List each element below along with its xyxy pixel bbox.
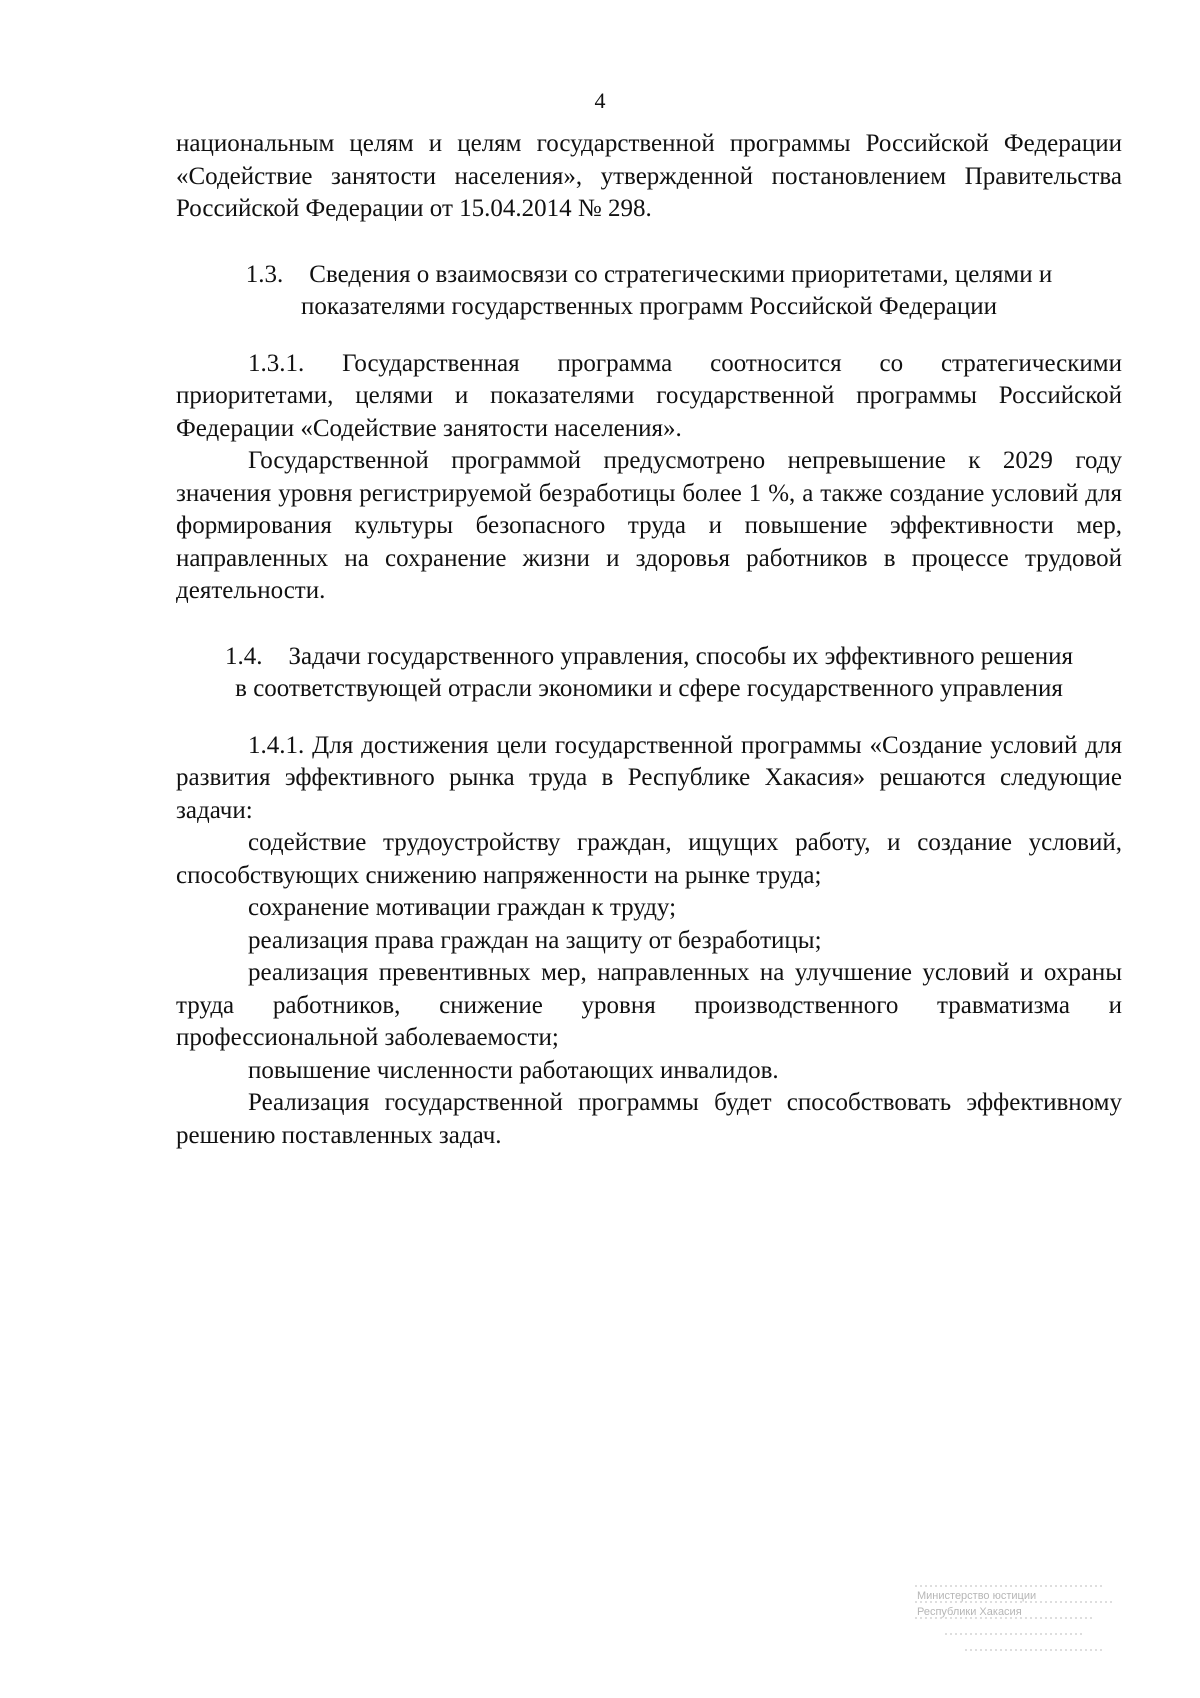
section-1-4-heading [176, 641, 1122, 706]
paragraph: Государственной программой предусмотрено непревышение к 2029 году значения уровня регистрируемой безработицы более 1 %, а также создание условий для формирования культуры безопасного труда и повышение эффективности мер, направленных на сохранение жизни и здоровья работников в процессе трудовой деятельности. [176, 447, 1122, 604]
stamp-text-line: Республики Хакасия [917, 1606, 1022, 1618]
paragraph-1-4-1: 1.4.1. Для достижения цели государственной программы «Создание условий для развития эффективного рынка труда в Республике Хакасия» решаются следующие задачи: [176, 731, 1122, 824]
conclusion-paragraph: Реализация государственной программы будет способствовать эффективному решению поставленных задач. [176, 1089, 1122, 1149]
stamp-text-line: Министерство юстиции [917, 1590, 1037, 1602]
section-number: 1.4. [225, 642, 263, 670]
paragraph-1-3-1: 1.3.1. Государственная программа соотносится со стратегическими приоритетами, целями и показателями государственной программы Российской Федерации «Содействие занятости населения». [176, 349, 1122, 442]
section-1-3-heading [176, 259, 1122, 324]
document-body [176, 128, 1122, 1152]
task-item: сохранение мотивации граждан к труду; [248, 894, 677, 921]
registration-stamp [905, 1578, 1125, 1658]
task-item: реализация превентивных мер, направленных на улучшение условий и охраны труда работников, снижение уровня производственного травматизма и профессиональной заболеваемости; [176, 959, 1122, 1051]
section-title-line: Задачи государственного управления, способы их эффективного решения [288, 642, 1073, 670]
intro-paragraph: национальным целям и целям государственной программы Российской Федерации «Содействие занятости населения», утвержденной постановлением Правительства Российской Федерации от 15.04.2014 № 298. [176, 130, 1122, 222]
section-number: 1.3. [245, 260, 284, 288]
section-title-line: показателями государственных программ Российской Федерации [301, 293, 997, 320]
page-number: 4 [594, 88, 606, 113]
task-item: содействие трудоустройству граждан, ищущих работу, и создание условий, способствующих снижению напряженности на рынке труда; [176, 829, 1122, 889]
section-title-line: в соответствующей отрасли экономики и сфере государственного управления [235, 675, 1063, 702]
task-item: реализация права граждан на защиту от безработицы; [248, 926, 822, 954]
section-title-line: Сведения о взаимосвязи со стратегическими приоритетами, целями и [309, 260, 1053, 288]
task-item: повышение численности работающих инвалидов. [248, 1056, 779, 1084]
